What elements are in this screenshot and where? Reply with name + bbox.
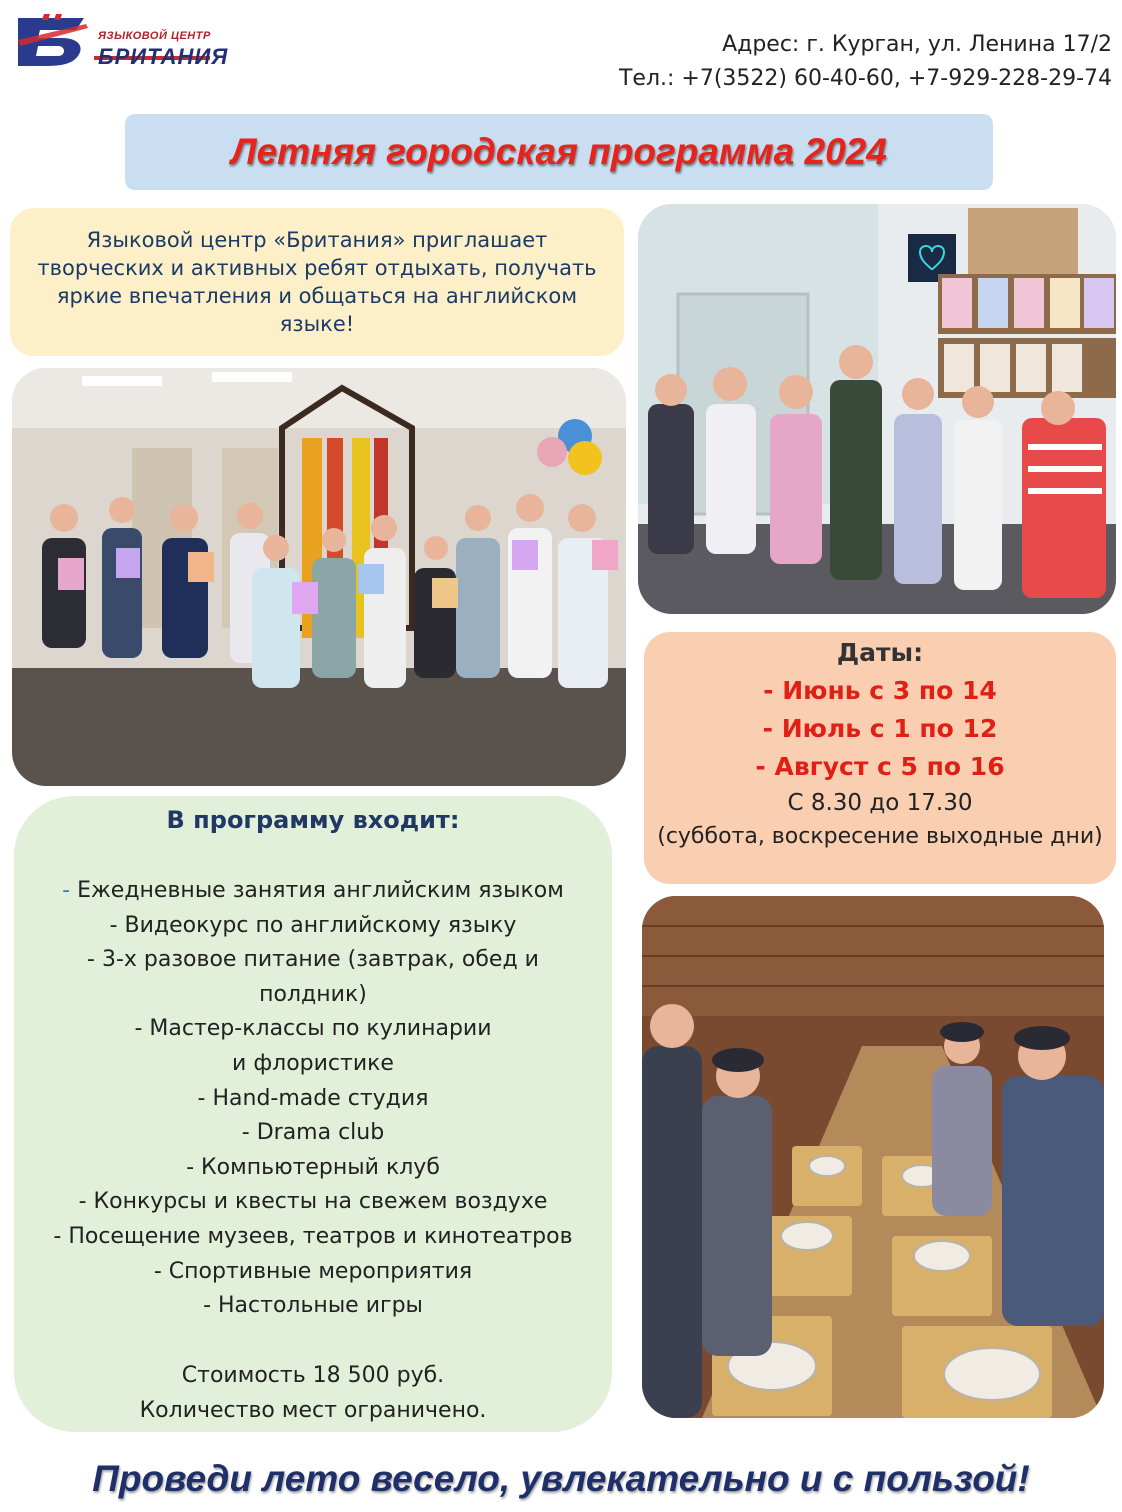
price-text: Стоимость 18 500 руб.: [181, 1363, 445, 1388]
slogan: Проведи лето весело, увлекательно и с пользой!: [92, 1458, 1030, 1499]
price-block: [14, 1358, 612, 1428]
list-item: - Видеокурс по английскому языку: [109, 912, 517, 938]
intro-text: Языковой центр «Британия» приглашает творческих и активных ребят отдыхать, получать яркие впечатления и общаться на английском языке!: [37, 228, 597, 336]
logo-wordmark: БРИТАНИЯ: [98, 44, 229, 69]
date-august: - Август с 5 по 16: [755, 752, 1005, 781]
intro-box: [10, 208, 624, 356]
list-item: - Ежедневные занятия английским языком: [62, 878, 564, 903]
dates-box: [644, 632, 1116, 884]
page-title: Летняя городская программа 2024: [231, 131, 887, 172]
program-box: [14, 796, 612, 1432]
list-item: - 3-х разовое питание (завтрак, обед и: [87, 947, 539, 973]
logo: [14, 10, 229, 72]
list-item: - Компьютерный клуб: [186, 1154, 440, 1180]
list-item: полдник): [259, 981, 367, 1007]
program-title: В программу входит:: [166, 806, 460, 834]
list-item: - Спортивные мероприятия: [153, 1258, 473, 1284]
list-item: - Мастер-классы по кулинарии: [134, 1016, 492, 1042]
photo-kids-with-paintings: [12, 368, 626, 786]
photo-kids-in-shop: [638, 204, 1116, 614]
title-banner: [125, 114, 993, 190]
list-item: - Конкурсы и квесты на свежем воздухе: [78, 1189, 548, 1215]
date-july: - Июль с 1 по 12: [762, 714, 998, 743]
photo-cooking-class: [642, 896, 1104, 1418]
list-item: - Настольные игры: [203, 1293, 423, 1319]
weekend-note: (суббота, воскресение выходные дни): [657, 824, 1103, 849]
limit-text: Количество мест ограничено.: [139, 1398, 487, 1423]
hours-text: С 8.30 до 17.30: [787, 790, 973, 816]
list-item: - Hand-made студия: [197, 1085, 429, 1111]
list-item: - Drama club: [241, 1120, 385, 1146]
dates-title: Даты:: [836, 638, 924, 667]
list-dash: -: [62, 878, 71, 903]
logo-subtitle: ЯЗЫКОВОЙ ЦЕНТР: [98, 30, 211, 42]
list-item: и флористике: [232, 1050, 394, 1076]
date-june: - Июнь с 3 по 14: [763, 676, 997, 705]
list-item: - Посещение музеев, театров и кинотеатров: [53, 1223, 573, 1249]
contact-block: [619, 28, 1112, 96]
phone-text: Тел.: +7(3522) 60-40-60, +7-929-228-29-74: [618, 66, 1112, 91]
program-list: [14, 874, 612, 1324]
address-text: Адрес: г. Курган, ул. Ленина 17/2: [722, 32, 1112, 57]
